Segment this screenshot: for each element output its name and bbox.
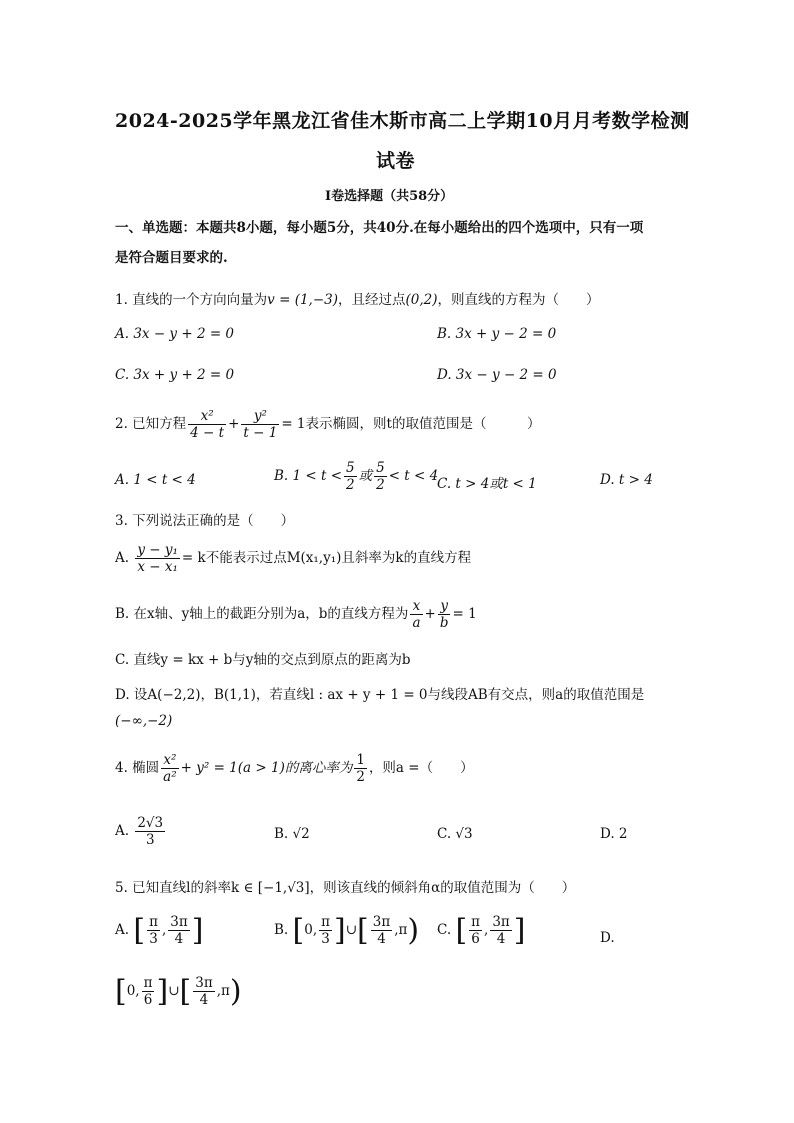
q5-optC-frac1-den: 6	[471, 931, 480, 947]
q5-optA-label: A.	[115, 922, 130, 938]
q5-optC-frac2-den: 4	[496, 931, 506, 947]
q2-optB-frac2-den: 2	[376, 477, 385, 493]
q5-optA-frac2	[168, 914, 189, 947]
q5-option-a: A. [ $\frac{\pi}{3}$ , $\frac{3\pi}{4}$ ]	[115, 912, 204, 948]
q3-option-b: B. 在x轴、y轴上的截距分别为a，b的直线方程为 $\frac{x}{a}$ + $\frac{y}{b}$ = 1	[115, 598, 477, 631]
q3-option-d-line1: D. 设A(−2,2)，B(1,1)，若直线l : ax + y + 1 = 0与线段AB有交点，则a的取值范围是	[115, 687, 645, 703]
question-5-stem: 5. 已知直线l的斜率k ∈ [−1,√3]，则该直线的倾斜角α的取值范围为（ ）	[115, 880, 576, 896]
q5-optD-lbracket: [	[115, 973, 127, 1009]
q5-optD-frac1-den: 6	[143, 992, 153, 1008]
q4-half	[354, 752, 367, 785]
q5-option-c: C. [ $\frac{\pi}{6}$ , $\frac{3\pi}{4}$ ]	[437, 912, 526, 948]
q4-optA-fraction	[135, 815, 165, 848]
q5-optD-lbracket2: [	[179, 973, 192, 1009]
question-2-stem: 2. 已知方程 $\frac{\text{x²}}{4 - t}$ + $\frac{\text{y²}}{t - 1}$ = 1表示椭圆，则t的取值范围是（ ）	[115, 408, 541, 441]
q5-optC-rbracket: ]	[513, 912, 526, 948]
question-3-stem: 3. 下列说法正确的是（ ）	[115, 513, 295, 529]
q5-optC-lbracket: [	[455, 912, 468, 948]
q2-option-a: A. 1 < t < 4	[115, 472, 196, 488]
q4-optA-den: 3	[145, 832, 155, 848]
q3-optB-a: B. 在x轴、y轴上的截距分别为a，b的直线方程为	[115, 606, 409, 622]
q2-fraction-y	[241, 408, 279, 441]
q4-stem-b: + y² = 1(a > 1)的离心率为	[180, 760, 353, 776]
q3-option-d-line2: (−∞,−2)	[115, 713, 173, 729]
q5-optC-frac1-num: π	[471, 914, 481, 930]
exam-title-line2: 试卷	[376, 150, 416, 172]
q4-half-den: 2	[356, 769, 365, 785]
q5-optA-frac1	[147, 914, 160, 947]
q5-option-b: B. [0, $\frac{\pi}{3}$ ]∪[ $\frac{3\pi}{4}$ ,π)	[274, 912, 420, 948]
q5-optB-frac2-num: 3π	[372, 914, 391, 930]
q2-optB-frac2	[374, 460, 387, 493]
q3-optA-label: A.	[115, 550, 130, 566]
question-1-stem	[115, 288, 600, 308]
q3-optB-frac2	[438, 598, 451, 631]
q1-option-c: C. 3x + y + 2 = 0	[115, 367, 235, 383]
q2-optB-mid: 或	[358, 468, 373, 484]
q2-frac2-num: y²	[241, 408, 279, 425]
q4-optA-num: 2√3	[137, 815, 164, 831]
q5-optD-rparen: )	[229, 973, 242, 1009]
q1-stem-b: ，且经过点	[338, 292, 406, 308]
q2-option-b	[274, 460, 438, 493]
q2-optB-frac2-num: 5	[376, 460, 385, 476]
instructions-line2: 是符合题目要求的.	[115, 250, 228, 266]
q2-fraction-x	[188, 408, 226, 441]
question-4-stem	[115, 752, 474, 785]
q3-option-a	[115, 542, 471, 575]
q2-optB-b: < t < 4	[388, 468, 439, 484]
q5-optB-frac1	[319, 914, 332, 947]
q2-optB-frac1	[344, 460, 357, 493]
q1-point: (0,2)	[405, 292, 438, 308]
q5-optD-frac2-den: 4	[199, 992, 209, 1008]
q3-optB-frac2-den: b	[439, 615, 449, 631]
q2-option-d: D. t > 4	[600, 472, 653, 488]
q5-optA-frac1-den: 3	[149, 931, 158, 947]
q3-optA-text: = k不能表示过点M(x₁,y₁)且斜率为k的直线方程	[181, 550, 472, 566]
q2-frac1-den: 4 − t	[190, 425, 225, 441]
q5-optA-rbracket: ]	[191, 912, 204, 948]
q5-optB-frac1-num: π	[321, 914, 330, 930]
q3-optB-frac1-num: x	[410, 598, 422, 615]
q4-option-c: C. √3	[437, 826, 473, 842]
section-heading: I卷选择题（共58分）	[325, 189, 454, 204]
q2-frac2-den: t − 1	[243, 425, 278, 441]
q2-option-c: C. t > 4或t < 1	[437, 476, 537, 492]
q4-option-a	[115, 815, 167, 848]
q5-optB-lbracket: [	[292, 912, 305, 948]
q5-optA-frac2-den: 4	[174, 931, 184, 947]
q3-optA-num: y − y₁	[137, 542, 178, 558]
q5-optB-zero: 0,	[304, 922, 318, 938]
q3-optB-frac1-den: a	[412, 615, 421, 631]
q3-optB-frac1	[410, 598, 422, 631]
q5-optB-label: B.	[274, 922, 289, 938]
q4-fraction	[161, 752, 178, 785]
q2-frac1-num: x²	[188, 408, 226, 425]
q3-optB-b: = 1	[452, 606, 477, 622]
q5-option-d-label: D.	[600, 930, 615, 946]
q5-option-d: [0, $\frac{\pi}{6}$ ]∪[ $\frac{3\pi}{4}$ ,π)	[115, 973, 242, 1009]
q4-stem-c: ，则a =（ ）	[368, 760, 474, 776]
q1-stem-a: 1. 直线的一个方向向量为	[115, 292, 268, 308]
q5-optB-frac2	[371, 914, 392, 947]
q3-option-c: C. 直线y = kx + b与y轴的交点到原点的距离为b	[115, 652, 411, 668]
q5-optA-lbracket: [	[133, 912, 146, 948]
q4-frac-den: a²	[163, 769, 177, 785]
q2-stem-b: = 1表示椭圆，则t的取值范围是（ ）	[281, 416, 541, 432]
q5-optB-pi: ,π	[394, 922, 408, 938]
instructions-line1: 一、单选题：本题共8小题，每小题5分，共40分.在每小题给出的四个选项中，只有一项	[115, 220, 644, 236]
q4-option-d: D. 2	[600, 826, 628, 842]
q5-optD-frac1-num: π	[143, 975, 153, 991]
q5-optB-rparen: )	[407, 912, 420, 948]
q5-optB-rbracket: ]	[334, 912, 346, 948]
q3-optA-fraction	[135, 542, 180, 575]
q4-half-num: 1	[356, 752, 365, 768]
q5-optA-frac2-num: 3π	[170, 914, 188, 930]
q1-option-a: A. 3x − y + 2 = 0	[115, 326, 235, 342]
q4-optA-label: A.	[115, 823, 130, 839]
q5-optC-frac2	[490, 914, 511, 947]
q5-optB-lbracket2: [	[357, 912, 369, 948]
q4-stem-a: 4. 椭圆	[115, 760, 160, 776]
q1-stem-c: ，则直线的方程为（ ）	[437, 292, 600, 308]
q3-optA-den: x − x₁	[137, 559, 178, 575]
q2-optB-frac1-den: 2	[346, 477, 355, 493]
q2-optB-frac1-num: 5	[346, 460, 355, 476]
q4-frac-num: x²	[161, 752, 178, 769]
q5-optD-frac2-num: 3π	[195, 975, 213, 991]
q5-optD-pi: ,π	[216, 983, 230, 999]
q5-optB-frac1-den: 3	[321, 931, 330, 947]
q1-vector: v = (1,−3)	[267, 292, 339, 308]
q5-optD-frac2	[193, 975, 214, 1008]
q5-optD-rbracket: ]	[156, 973, 169, 1009]
q5-optC-frac2-num: 3π	[492, 914, 510, 930]
q2-stem-a: 2. 已知方程	[115, 416, 187, 432]
q5-optD-zero: 0,	[126, 983, 140, 999]
q5-optC-label: C.	[437, 922, 452, 938]
q5-optB-frac2-den: 4	[377, 931, 386, 947]
q5-optD-frac1	[142, 975, 155, 1008]
q4-option-b: B. √2	[274, 826, 310, 842]
q1-option-d: D. 3x − y − 2 = 0	[437, 367, 557, 383]
exam-title-line1: 2024-2025学年黑龙江省佳木斯市高二上学期10月月考数学检测	[115, 110, 690, 132]
q5-optA-frac1-num: π	[149, 914, 158, 930]
q3-optB-frac2-num: y	[438, 598, 451, 615]
q5-optC-frac1	[469, 914, 482, 947]
q2-optB-a: B. 1 < t <	[274, 468, 343, 484]
q1-option-b: B. 3x + y − 2 = 0	[437, 326, 557, 342]
